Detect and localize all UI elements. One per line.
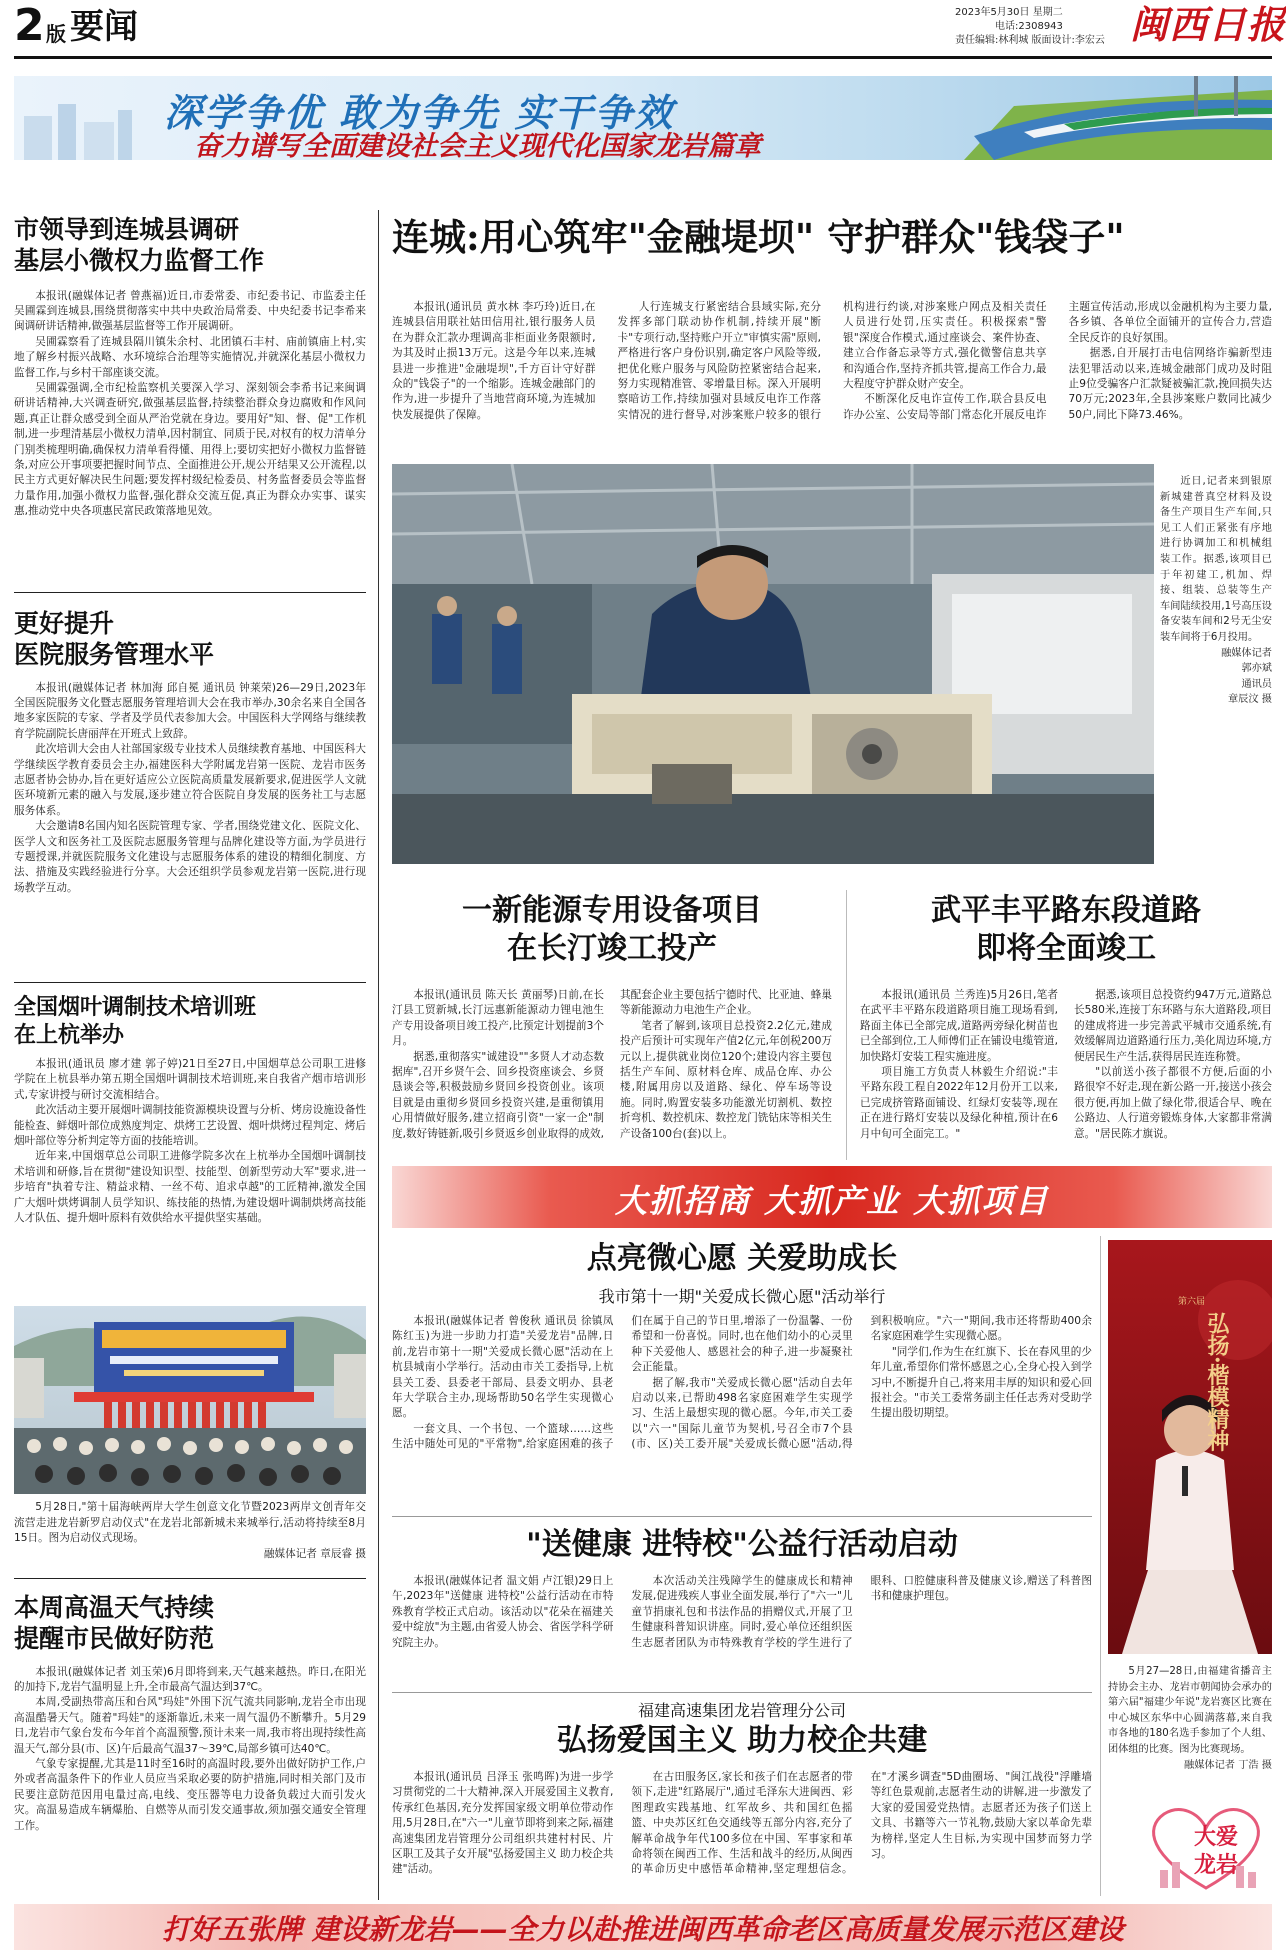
bottom-banner (14, 1904, 1272, 1950)
article-heat (14, 1592, 366, 1883)
masthead-rule (14, 56, 1272, 59)
photo-credit: 融媒体记者 (1221, 647, 1272, 659)
culture-photo-caption (14, 1500, 366, 1566)
paragraph: 近年来,中国烟草总公司职工进修学院多次在上杭举办全国烟叶调制技术培训和研修,旨在贯彻"建设知识型、技能型、创新型劳动大军"要求,进一步培育"执着专注、精益求精、一丝不苟、追求卓越"的工匠精神,激发全国广大烟叶烘烤调制人员学知识、练技能的热情,为建设烟叶调制烘烤高技能人才队伍、提升烟叶原料有效供给水平提供坚实基础。 (14, 1150, 366, 1225)
headline-line: 即将全面竣工 (976, 930, 1156, 966)
headline-line: 本周高温天气持续 (14, 1593, 215, 1622)
finance-headline: 连城:用心筑牢"金融堤坝" 守护群众"钱袋子" (392, 215, 1125, 259)
paragraph: 据悉,该项目总投资约947万元,道路总长580米,连接丁东环路与东大道路段,项目的建成将进一步完善武平城市交通系统,有效缓解周边道路通行压力,美化周边环境,方便居民生产生活,获得居民连连称赞。 (1074, 989, 1272, 1063)
photo-credit: 融媒体记者 章辰睿 摄 (263, 1547, 366, 1560)
factory-worker-image (392, 464, 1154, 864)
paper-logo: 闽西日报 (1130, 2, 1286, 47)
headline-line: 武平丰平路东段道路 (931, 893, 1201, 928)
caption-text: 5月28日,"第十届海峡两岸大学生创意文化节暨2023两岸文创青年交流营走进龙岩新罗启动仪式"在龙岩北部新城未来城举行,活动将持续至8月15日。图为启动仪式现场。 (14, 1501, 366, 1545)
paragraph: "以前送小孩子都很不方便,后面的小路很窄不好走,现在新公路一开,接送小孩会很方便,再加上做了绿化带,很适合早、晚在公路边、人行道旁锻炼身体,大家都非常满意。"居民陈才旗说。 (1074, 1066, 1272, 1140)
wish-headline: 点亮微心愿 关爱助成长 (586, 1241, 898, 1276)
divider (14, 1578, 366, 1579)
headline-line: 一新能源专用设备项目 (462, 893, 762, 928)
article-body (14, 289, 366, 549)
headline-line: 市领导到连城县调研 (14, 215, 240, 244)
paragraph: 吴圃霖察看了连城县隔川镇朱余村、北团镇石丰村、庙前镇庙上村,实地了解乡村振兴战略、水环境综合治理等实施情况,并就深化基层小微权力监督工作,与乡村干部座谈交流。 (14, 335, 366, 379)
paragraph: 本报讯(融媒体记者 温文娟 卢江银)29日上午,2023年"送健康 进特校"公益行活动在市特殊教育学校正式启动。该活动以"花朵在福建关爱中绽放"为主题,由省爱人协会、省医学科学研究院主办。 (392, 1575, 614, 1649)
headline-line: 全国烟叶调制技术培训班 (14, 994, 257, 1020)
road-body (860, 988, 1272, 1158)
patriotism-kicker: 福建高速集团龙岩管理分公司 (637, 1701, 846, 1720)
headline-line: 医院服务管理水平 (14, 640, 215, 670)
factory-photo-caption (1160, 474, 1272, 854)
column-separator (846, 890, 847, 1160)
banner-subslogan: 奋力谱写全面建设社会主义现代化国家龙岩篇章 (194, 131, 761, 160)
logo-text: 龙岩 (1194, 1852, 1239, 1878)
contest-sign-small: 第六届 (1178, 1297, 1206, 1307)
caption-text: 5月27—28日,由福建省播音主持协会主办、龙岩市朝闻协会承办的第六届"福建少年说"龙岩赛区比赛在中心城区东华中心圆满落幕,来自我市各地的180名选手参加了个人组、团体组的比赛。图为比赛现场。 (1108, 1666, 1272, 1755)
festival-stage-image (14, 1306, 366, 1494)
weekday: 星期二 (1032, 7, 1063, 18)
paragraph: 据了解,我市"关爱成长微心愿"活动自去年启动以来,已帮助498名家庭困难学生实现学习、生活上最想实现的微心愿。今年,市关工委以"六一"国际儿童节为契机,号召全市7个县(市、区)关工委开展"关爱成长微心愿"活动,得到积极响应。"六一"期间,我市还将帮助400余名家庭困难学生实现微心愿。 (631, 1315, 1092, 1451)
headline-line: 在上杭举办 (14, 1021, 125, 1048)
paragraph: "同学们,作为生在红旗下、长在春风里的少年儿童,希望你们常怀感恩之心,全身心投入到学习中,不断提升自己,将来用丰厚的知识和爱心回报社会。"市关工委常务副主任任志秀对受助学生提出殷切期望。 (870, 1345, 1092, 1420)
masthead (0, 0, 1286, 72)
page-number: 2 (14, 0, 45, 51)
road-headline (860, 892, 1272, 967)
paragraph: 据悉,重彻落实"诚建设""多贤人才动态数据库",召开乡贤午会、回乡投资座谈会、乡贤恳谈会等,积极鼓励乡贤回乡投资创业。该项目就是由重彻乡贤回乡投资兴建,是重彻镇用心用情做好服务,建立招商引资"一家一企"制度,数好铸链新,吸引乡贤返乡创业取得的成效,其配套企业主要包括宁德时代、比亚迪、蜂巢等新能源动力电池生产企业。 (392, 989, 832, 1140)
paragraph: 吴圃霖强调,全市纪检监察机关要深入学习、深刻领会李希书记来闽调研讲话精神,大兴调查研究,做强基层监督,持续整治群众身边腐败和作风问题,真正让群众感受到全面从严治党就在身边。要用好"知、督、促"工作机制,进一步理清基层小微权力清单,因村制宜、同质于民,对权有的权力清单分门别类梳理明确,确保权力清单看得懂、用得上;要切实把好小微权力监督链条,对应公开事项要把握时间节点、全面推进公开,规公开结果又公开流程,以民主方式更好解决民生问题;要发挥村级纪检委员、村务监督委员会等监督力量作用,加强小微权力监督,强化群众交流互促,真正为群众办实事、谋实惠,推动党中央各项惠民富民政策落地见效。 (14, 381, 366, 518)
divider (392, 1692, 1092, 1693)
speech-photo-caption (1108, 1664, 1272, 1790)
headline-line: 基层小微权力监督工作 (14, 246, 265, 276)
paragraph: 此次活动主要开展烟叶调制技能资源模块设置与分析、烤房设施设备性能检查、鲜烟叶部位成熟度判定、烘烤工艺设置、烟叶烘烤过程判定、烤后烟叶部位等分析判定等方面的技能培训。 (14, 1104, 366, 1148)
divider (14, 592, 366, 593)
paragraph: 本次活动关注残障学生的健康成长和精神发展,促进残疾人事业全面发展,举行了"六一"儿童节捐康礼包和书法作品的捐赠仪式,开展了卫生健康科普知识讲座。同时,爱心单位还组织医生志愿者团队为市特殊教育学校的学生进行了眼科、口腔健康科普及健康义诊,赠送了科普图书和健康护理包。 (631, 1575, 1092, 1649)
speech-contest-photo (1108, 1240, 1272, 1654)
contest-sign: 弘扬·楷模精神 (1204, 1312, 1230, 1452)
bottom-slogan: 打好五张牌 建设新龙岩——全力以赴推进闽西革命老区高质量发展示范区建设 (162, 1913, 1124, 1946)
article-tobacco (14, 994, 366, 1273)
article-body (14, 1057, 366, 1273)
theme-banner (14, 76, 1272, 160)
factory-workshop-photo (392, 464, 1154, 864)
paragraph: 此次培训大会由人社部国家级专业技术人员继续教育基地、中国医科大学继续医学教育委员会主办,福建医科大学附属龙岩第一医院、龙岩市医务志愿者协会协办,旨在更好适应公立医院高质量发展新要求,促进医学人文就医环境新元素的融入与发展,逐步建立符合医院自身发展的医务社工与志愿服务体系。 (14, 743, 366, 817)
column-separator (378, 210, 379, 1900)
phone: 电话:2308943 (995, 21, 1063, 32)
paragraph: 本报讯(融媒体记者 曾燕福)近日,市委常委、市纪委书记、市监委主任吴圃霖到连城县,围绕贯彻落实中共中央政治局常委、中央纪委书记李希来闽调研讲话精神,做强基层监督等工作开展调研。 (14, 289, 366, 333)
paragraph: 本报讯(通讯员 黄水林 李巧玲)近日,在连城县信用联社姑田信用社,银行服务人员在为群众汇款办理调高非柜面业务限额时,为其及时止损13万元。这是今年以来,连城县进一步推进"金融堤坝",千方百计守好群众的"钱袋子"的一个缩影。连城金融部门的作为,进一步提升了当地营商环境,为连城加快发展提供了保障。 (392, 301, 596, 421)
paragraph: 人行连城支行紧密结合县域实际,充分发挥多部门联动协作机制,持续开展"断卡"专项行动,坚持账户开立"审慎实需"原则,严格进行客户身份识别,确定客户风险等级,把优化账户服务与风险防控紧密结合起来,努力实现精准管、零增量目标。深入开展明察暗访工作,持续加强对县域反电诈工作落实情况的进行督导,对涉案账户较多的银行机构进行约谈,对涉案账户网点及相关责任人员进行处罚,压实责任。积极探索"警银"深度合作模式,通过座谈会、案件协查、建立合作备忘录等方式,强化微警信息共享和沟通合作,坚持齐抓共管,提高工作合力,最大程度守护群众财产安全。 (617, 301, 1047, 421)
energy-headline (392, 892, 832, 967)
article-body (14, 681, 366, 943)
paragraph: 不断深化反电诈宣传工作,联合县反电诈办公室、公安局等部门常态化开展反电诈主题宣传活动,形成以金融机构为主要力量,各乡镇、各单位全面铺开的宣传合力,营造全民反诈的良好氛围。 (843, 301, 1272, 421)
editors: 责任编辑:林利城 版面设计:李宏云 (955, 35, 1105, 46)
patriotism-body (392, 1770, 1092, 1894)
banner-slogan: 深学争优 敢为争先 实干争效 (164, 91, 675, 135)
headline-line: 在长汀竣工投产 (507, 930, 717, 966)
paragraph: 一套文具、一个书包、一个篮球……这些生活中随处可见的"平常物",给家庭困难的孩子们在属于自己的节日里,增添了一份温馨、一份希望和一份喜悦。同时,也在他们幼小的心灵里种下关爱他人、感恩社会的种子,进一步凝聚社会正能量。 (392, 1315, 853, 1451)
photo-credit: 通讯员 (1241, 678, 1272, 690)
photo-credit: 融媒体记者 丁浩 摄 (1184, 1759, 1272, 1771)
paragraph: 项目施工方负责人林毅生介绍说:"丰平路东段工程自2022年12月份开工以来,已完成挤管路面铺设、红绿灯安装等,现在正在进行路灯安装以及绿化种植,预计在6月中旬可全面完工。" (860, 1066, 1058, 1140)
logo-text: 大爱 (1194, 1824, 1239, 1850)
divider (392, 1516, 1092, 1517)
finance-body (392, 300, 1272, 450)
love-longyan-logo (1140, 1800, 1272, 1896)
paragraph: 本报讯(通讯员 廖才建 郭子婷)21日至27日,中国烟草总公司职工进修学院在上杭县举办第五期全国烟叶调制技术培训班,来自我省产烟市培训形式,专家讲授与研讨交流相结合。 (14, 1058, 366, 1101)
health-body (392, 1574, 1092, 1682)
headline-line: 更好提升 (14, 609, 115, 638)
patriotism-headline: 弘扬爱国主义 助力校企共建 (556, 1723, 928, 1758)
article-supervision (14, 214, 366, 549)
paragraph: 本报讯(融媒体记者 刘玉荣)6月即将到来,天气越来越热。昨日,在阳光的加持下,龙岩气温明显上升,全市最高气温达到37℃。 (14, 1665, 366, 1693)
issue-date: 2023年5月30日 (955, 7, 1030, 18)
energy-body (392, 988, 832, 1158)
paragraph: 本报讯(通讯员 陈天长 黄丽琴)日前,在长汀县工贸新城,长汀远惠新能源动力锂电池生产专用设备项目竣工投产,比预定计划提前3个月。 (392, 989, 604, 1048)
paragraph: 本报讯(融媒体记者 曾俊秋 通讯员 徐镇凤 陈红玉)为进一步助力打造"关爱龙岩"品牌,日前,龙岩市第十一期"关爱成长微心愿"活动在上杭县城南小学举行。活动由市关工委指导,上杭县关工委、县委老干部局、县委文明办、县老年大学联合主办,现场帮助50名学生实现微心愿。 (392, 1315, 614, 1420)
paragraph: 本周,受副热带高压和台风"玛娃"外围下沉气流共同影响,龙岩全市出现高温酷暑天气。随着"玛娃"的逐渐靠近,未来一周气温仍不断攀升。5月29日,龙岩市气象台发布今年首个高温预警,预计未来一周,我市将出现持续性高温天气,部分县(市、区)午后最高气温37～39℃,局部乡镇可达40℃。 (14, 1696, 366, 1755)
headline-line: 提醒市民做好防范 (14, 1624, 215, 1654)
divider (14, 982, 366, 983)
page-unit: 版 (46, 22, 66, 46)
paragraph: 气象专家提醒,尤其是11时至16时的高温时段,要外出做好防护工作,户外或者高温条件下的作业人员应当采取必要的防护措施,同时相关部门及市民要注意防范因用电量过高,电线、变压器等电力设备负载过大而引发火灾。高温易造成车辆爆胎、自燃等从而引发交通事故,须加强交通安全管理工作。 (14, 1757, 366, 1832)
paragraph: 本报讯(通讯员 兰秀连)5月26日,笔者在武平丰平路东段道路项目施工现场看到,路面主体已全部完成,道路两旁绿化树苗也已全部到位,工人师傅们正在铺设电缆管道,加快路灯安装工程实施进度。 (860, 989, 1058, 1063)
paragraph: 笔者了解到,该项目总投资2.2亿元,建成投产后预计可实现年产值2亿元,年创税200万元以上,提供就业岗位120个;建设内容主要包括生产车间、原材料仓库、成品仓库、办公楼,附属用房以及道路、绿化、停车场等设施。同时,购置安装多功能激光切割机、数控折弯机、数控机床、数控龙门铣钻床等相关生产设备100台(套)以上。 (620, 1019, 832, 1140)
health-headline: "送健康 进特校"公益行活动启动 (526, 1527, 958, 1562)
paragraph: 大会邀请8名国内知名医院管理专家、学者,围绕党建文化、医院文化、医学人文和医务社工及医院志愿服务管理与品牌化建设等方面,为学员进行专题授课,并就医院服务文化建设与志愿服务体系的建设的精细化制度、方法、措施及实践经验进行分享。大会还组织学员参观龙岩第一医院,进行现场教学互动。 (14, 820, 366, 894)
caption-text: 近日,记者来到银原新城建普真空材料及设备生产项目生产车间,只见工人们正紧张有序地进行协调加工和机械组装工作。据悉,该项目已于年初建工,机加、焊接、组装、总装等生产车间陆续投用,1号高压设备安装车间和2号无尘安装车间将于6月投用。 (1160, 476, 1272, 643)
wish-body (392, 1314, 1092, 1510)
investment-banner (392, 1166, 1272, 1228)
photo-credit: 郭亦斌 (1241, 663, 1272, 675)
investment-slogan: 大抓招商 大抓产业 大抓项目 (614, 1182, 1050, 1220)
article-hospital (14, 608, 366, 943)
paragraph: 据悉,自开展打击电信网络诈骗新型违法犯罪活动以来,连城金融部门成功及时阻止9位受骗客户汇款疑被骗汇款,挽回损失达70万元;2023年,全县涉案账户数同比减少50户,同比下降73.46%。 (1068, 347, 1272, 421)
column-separator (1100, 1236, 1101, 1896)
section-title: 要闻 (70, 7, 138, 47)
masthead-info (955, 6, 1125, 48)
paragraph: 在古田服务区,家长和孩子们在志愿者的带领下,走进"红路展厅",通过毛泽东大进闽西、彩图理政实践基地、红军故乡、共和国红色摇篮、中央苏区红色交通线等五部分内容,充分了解革命战争年代100多位在中国、军事家和革命将领在闽西工作、生活和战斗的经历,从闽西的革命历史中感悟革命精神,坚定理想信念。在"才溪乡调查"5D曲圈场、"闽江战役"浮雕墙等红色景观前,志愿者生动的讲解,进一步激发了大家的爱国爱党热情。志愿者还为孩子们送上文具、书籍等六一节礼物,鼓励大家以革命先辈为榜样,坚定人生目标,为实现中国梦而努力学习。 (631, 1771, 1092, 1876)
paragraph: 本报讯(融媒体记者 林加海 邱自冕 通讯员 钟莱荣)26—29日,2023年全国医院服务文化暨志愿服务管理培训大会在我市举办,30余名来自全国各地多家医院的专家、学者及学员代表参加大会。中国医科大学网络与继续教育学院副院长唐丽萍在开班式上致辞。 (14, 681, 366, 740)
wish-subheadline: 我市第十一期"关爱成长微心愿"活动举行 (598, 1287, 886, 1306)
article-body (14, 1665, 366, 1883)
culture-festival-photo (14, 1306, 366, 1494)
photo-credit: 章辰汶 摄 (1228, 694, 1272, 706)
paragraph: 本报讯(通讯员 吕泽玉 张鸣晖)为进一步学习贯彻党的二十大精神,深入开展爱国主义教育,传承红色基因,充分发挥国家级文明单位带动作用,5月28日,在"六一"儿童节即将到来之际,福建高速集团龙岩管理分公司组织共建村村民、片区职工及其子女开展"弘扬爱国主义 助力校企共建"活动。 (392, 1771, 614, 1876)
